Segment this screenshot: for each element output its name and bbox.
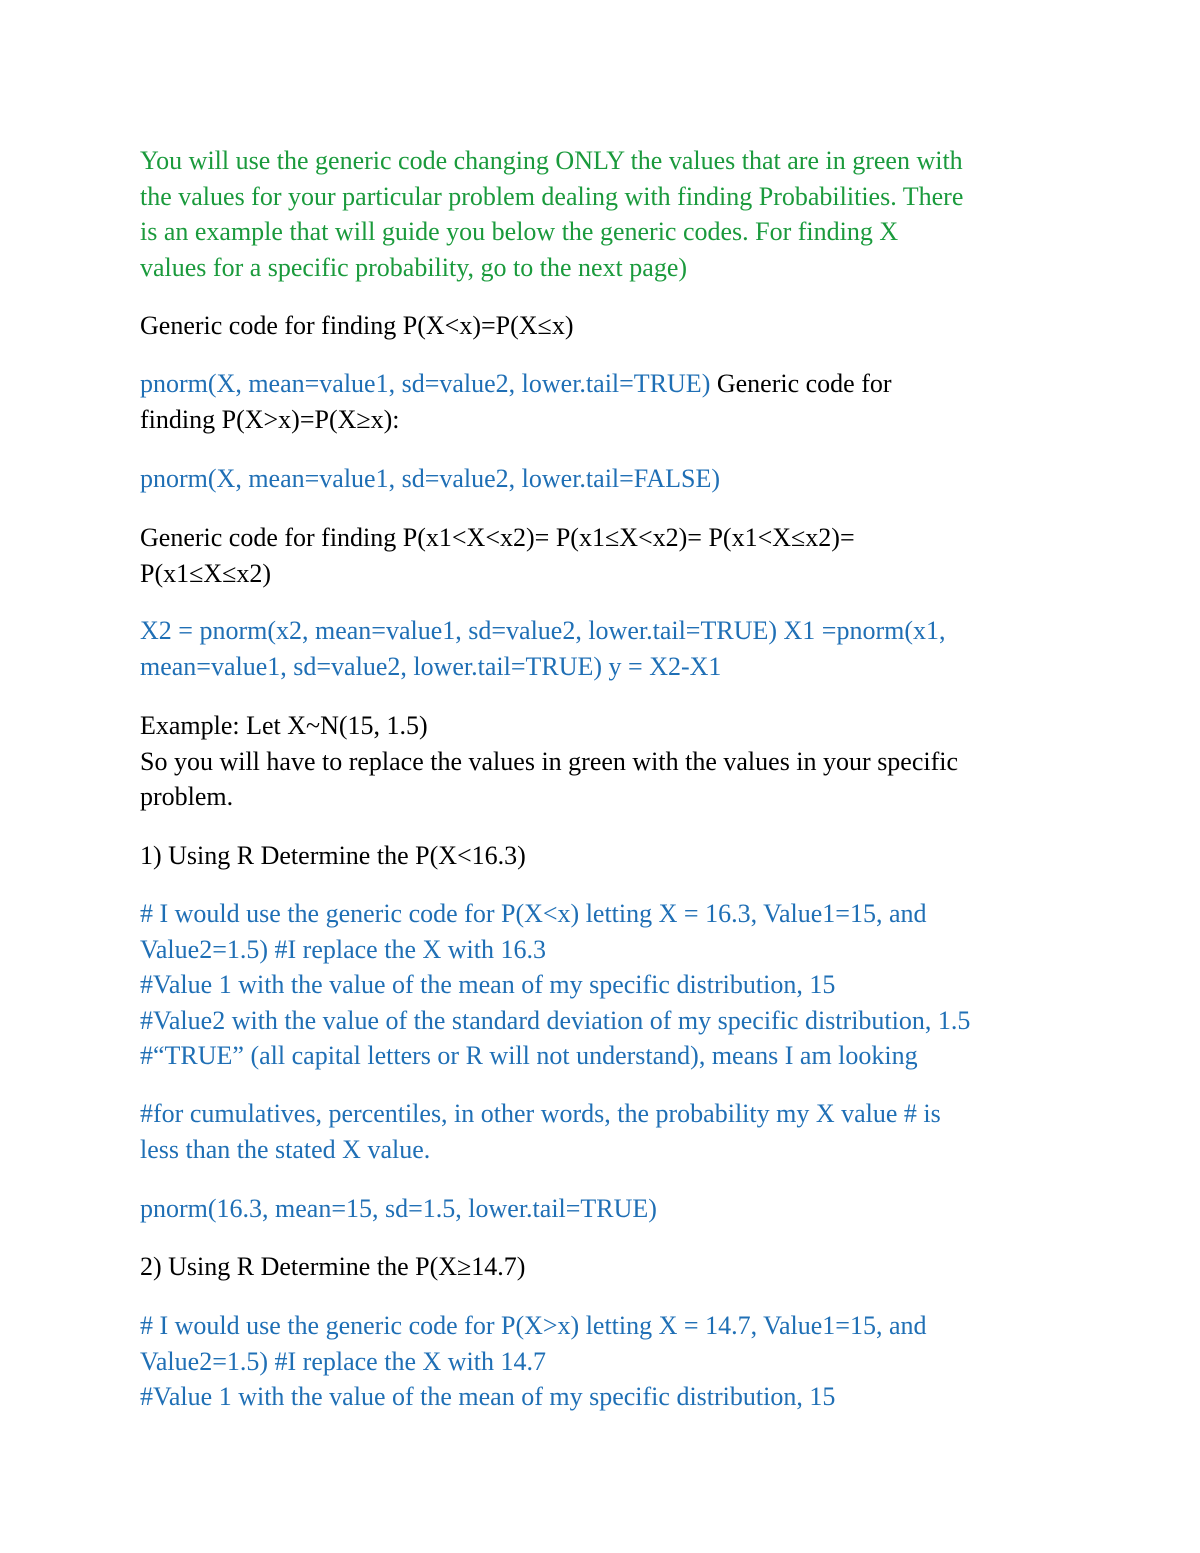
generic-greater-heading-part1: Generic code for xyxy=(710,369,892,398)
generic-between-code: X2 = pnorm(x2, mean=value1, sd=value2, lower.tail=TRUE) X1 =pnorm(x1, mean=value1, sd=value2, lower.tail=TRUE) y = X2-X1 xyxy=(140,616,946,681)
generic-less-heading: Generic code for finding P(X<x)=P(X≤x) xyxy=(140,311,574,340)
generic-between-heading: Generic code for finding P(x1<X<x2)= P(x1≤X<x2)= P(x1<X≤x2)= P(x1≤X≤x2) xyxy=(140,523,855,588)
example-paragraph: Example: Let X~N(15, 1.5) So you will have to replace the values in green with the values in your specific problem. xyxy=(140,711,959,811)
generic-less-code-paragraph xyxy=(140,366,1070,437)
q1-code: pnorm(16.3, mean=15, sd=1.5, lower.tail=TRUE) xyxy=(140,1194,657,1223)
intro-line: is an example that will guide you below the generic codes. For finding X xyxy=(140,217,899,246)
q2-comments: # I would use the generic code for P(X>x) letting X = 14.7, Value1=15, and Value2=1.5) #I replace the X with 14.7 #Value 1 with the value of the mean of my specific distribution, 15 xyxy=(140,1311,927,1411)
intro-paragraph xyxy=(140,143,1070,285)
q1-comments-continued: #for cumulatives, percentiles, in other words, the probability my X value # is less than the stated X value. xyxy=(140,1099,941,1164)
q2-heading: 2) Using R Determine the P(X≥14.7) xyxy=(140,1252,526,1281)
q1-heading: 1) Using R Determine the P(X<16.3) xyxy=(140,841,526,870)
generic-greater-heading-part2: finding P(X>x)=P(X≥x): xyxy=(140,404,400,434)
generic-greater-code: pnorm(X, mean=value1, sd=value2, lower.tail=FALSE) xyxy=(140,464,720,493)
intro-line: You will use the generic code changing ONLY the values that are in green with xyxy=(140,146,963,175)
q1-comments: # I would use the generic code for P(X<x) letting X = 16.3, Value1=15, and Value2=1.5) #I replace the X with 16.3 #Value 1 with the value of the mean of my specific distribution, 15 #Value2 with the value of the standard deviation of my specific distribution, 1.5 #“TRUE” (all capital letters or R will not understand), means I am looking xyxy=(140,899,971,1070)
generic-less-code: pnorm(X, mean=value1, sd=value2, lower.tail=TRUE) xyxy=(140,369,711,398)
intro-line: values for a specific probability, go to the next page) xyxy=(140,252,688,282)
intro-line: the values for your particular problem dealing with finding Probabilities. There xyxy=(140,181,964,211)
